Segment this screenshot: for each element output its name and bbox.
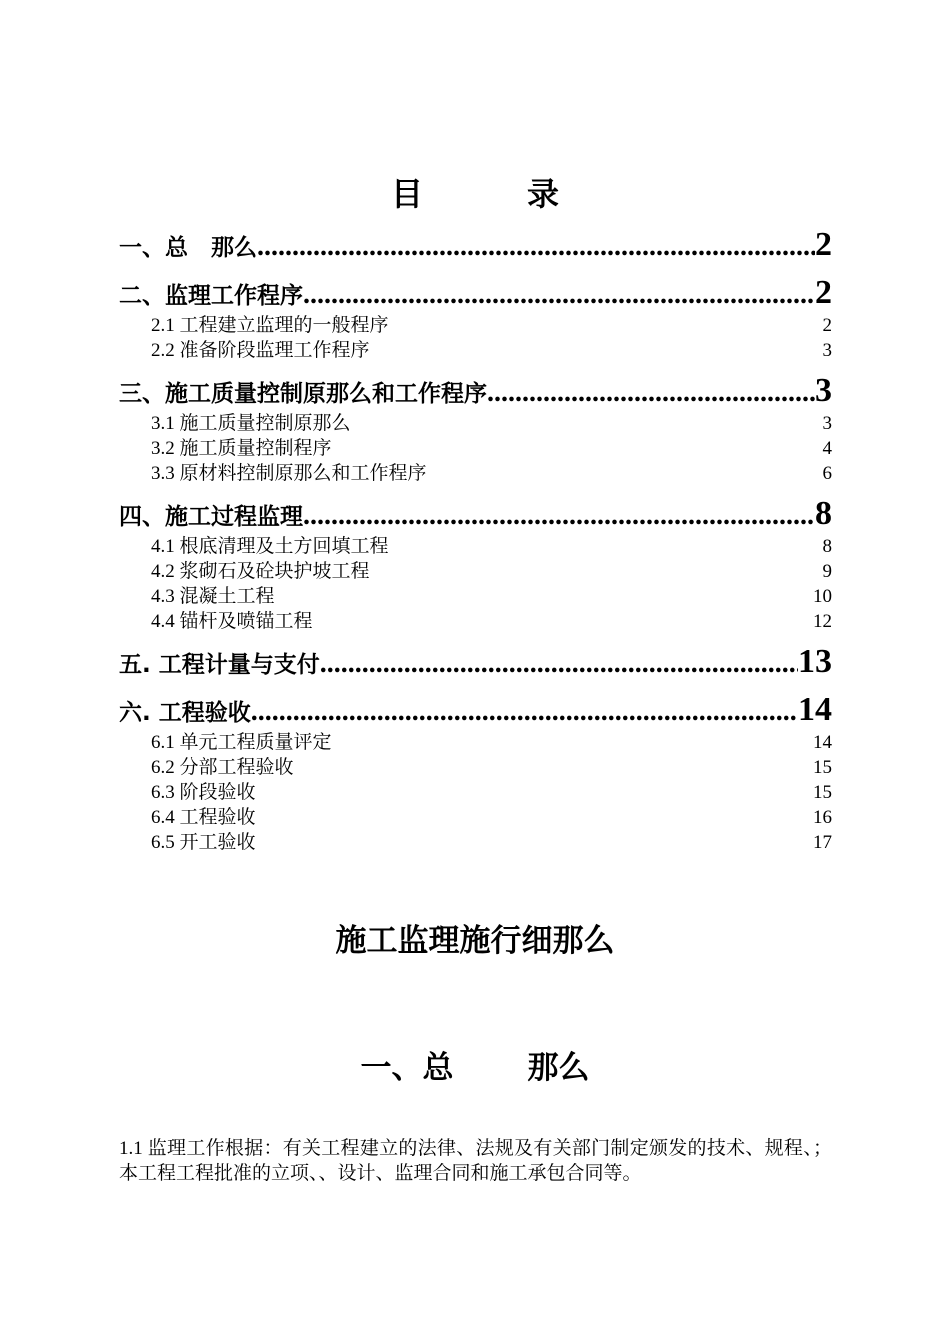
toc-subsection-label: 6.2 分部工程验收 [151, 757, 294, 778]
toc-subsection-label: 6.5 开工验收 [151, 832, 256, 853]
toc-subsection-page: 17 [813, 832, 832, 853]
toc-section-page: 2 [815, 274, 832, 311]
toc-dot-leader [257, 231, 815, 263]
toc-subsection-label: 6.1 单元工程质量评定 [151, 732, 332, 753]
toc-section-label: 三、施工质量控制原那么和工作程序 [119, 381, 487, 407]
chapter-heading-right: 那么 [527, 1050, 590, 1086]
toc-section-label: 五. 工程计量与支付 [119, 652, 320, 678]
toc-subsection-page: 8 [822, 536, 832, 557]
toc-subsection-label: 4.4 锚杆及喷锚工程 [151, 611, 313, 632]
toc-section-label: 二、监理工作程序 [119, 283, 303, 309]
toc-subsection-label: 4.3 混凝土工程 [151, 586, 275, 607]
toc-section-page: 8 [815, 495, 832, 532]
toc-subsection-entry[interactable] [119, 433, 832, 458]
toc-section-entry[interactable] [119, 372, 832, 408]
toc-subsection-page: 4 [822, 438, 832, 459]
toc-section-page: 3 [815, 372, 832, 409]
toc-subsection-entry[interactable] [119, 581, 832, 606]
toc-subsection-label: 4.1 根底清理及土方回填工程 [151, 536, 389, 557]
toc-subsection-page: 15 [813, 782, 832, 803]
toc-section-label: 一、总 那么 [119, 235, 257, 261]
toc-dot-leader [320, 648, 798, 680]
toc-subsection-entry[interactable] [119, 752, 832, 777]
toc-section-entry[interactable] [119, 226, 832, 262]
toc-subsection-label: 3.3 原材料控制原那么和工作程序 [151, 463, 427, 484]
toc-dot-leader [487, 377, 815, 409]
chapter-heading [0, 1045, 950, 1091]
toc-section-entry[interactable] [119, 691, 832, 727]
toc-subsection-label: 3.1 施工质量控制原那么 [151, 413, 351, 434]
toc-subsection-entry[interactable] [119, 408, 832, 433]
toc-subsection-entry[interactable] [119, 310, 832, 335]
toc-section-entry[interactable] [119, 643, 832, 679]
document-title: 施工监理施行细那么 [335, 923, 615, 959]
toc-subsection-label: 3.2 施工质量控制程序 [151, 438, 332, 459]
toc-dot-leader [303, 500, 815, 532]
toc-subsection-entry[interactable] [119, 777, 832, 802]
toc-subsection-page: 6 [822, 463, 832, 484]
toc-title [0, 172, 950, 216]
toc-subsection-entry[interactable] [119, 606, 832, 631]
toc-section-label: 六. 工程验收 [119, 700, 251, 726]
toc-subsection-page: 12 [813, 611, 832, 632]
table-of-contents [119, 226, 832, 852]
toc-subsection-page: 3 [822, 413, 832, 434]
toc-subsection-label: 2.1 工程建立监理的一般程序 [151, 315, 389, 336]
toc-section-page: 13 [798, 643, 832, 680]
toc-subsection-entry[interactable] [119, 531, 832, 556]
toc-subsection-page: 14 [813, 732, 832, 753]
toc-section-page: 14 [798, 691, 832, 728]
toc-dot-leader [251, 696, 798, 728]
toc-subsection-entry[interactable] [119, 335, 832, 360]
toc-subsection-page: 10 [813, 586, 832, 607]
toc-subsection-label: 2.2 准备阶段监理工作程序 [151, 340, 370, 361]
toc-subsection-label: 4.2 浆砌石及砼块护坡工程 [151, 561, 370, 582]
toc-title-left: 目 [390, 175, 423, 213]
toc-title-right: 录 [527, 175, 560, 213]
toc-subsection-page: 2 [822, 315, 832, 336]
toc-subsection-page: 9 [822, 561, 832, 582]
toc-subsection-label: 6.3 阶段验收 [151, 782, 256, 803]
toc-subsection-page: 3 [822, 340, 832, 361]
toc-section-label: 四、施工过程监理 [119, 504, 303, 530]
toc-subsection-entry[interactable] [119, 802, 832, 827]
toc-subsection-entry[interactable] [119, 556, 832, 581]
chapter-heading-left: 一、总 [360, 1050, 454, 1086]
toc-subsection-label: 6.4 工程验收 [151, 807, 256, 828]
toc-subsection-entry[interactable] [119, 827, 832, 852]
toc-subsection-entry[interactable] [119, 458, 832, 483]
toc-subsection-page: 15 [813, 757, 832, 778]
body-paragraph: 1.1 监理工作根据：有关工程建立的法律、法规及有关部门制定颁发的技术、规程、；本工程工程批准的立项、、设计、监理合同和施工承包合同等。 [119, 1138, 832, 1184]
toc-subsection-entry[interactable] [119, 727, 832, 752]
toc-dot-leader [303, 279, 815, 311]
toc-section-entry[interactable] [119, 274, 832, 310]
toc-section-page: 2 [815, 226, 832, 263]
toc-subsection-page: 16 [813, 807, 832, 828]
toc-section-entry[interactable] [119, 495, 832, 531]
